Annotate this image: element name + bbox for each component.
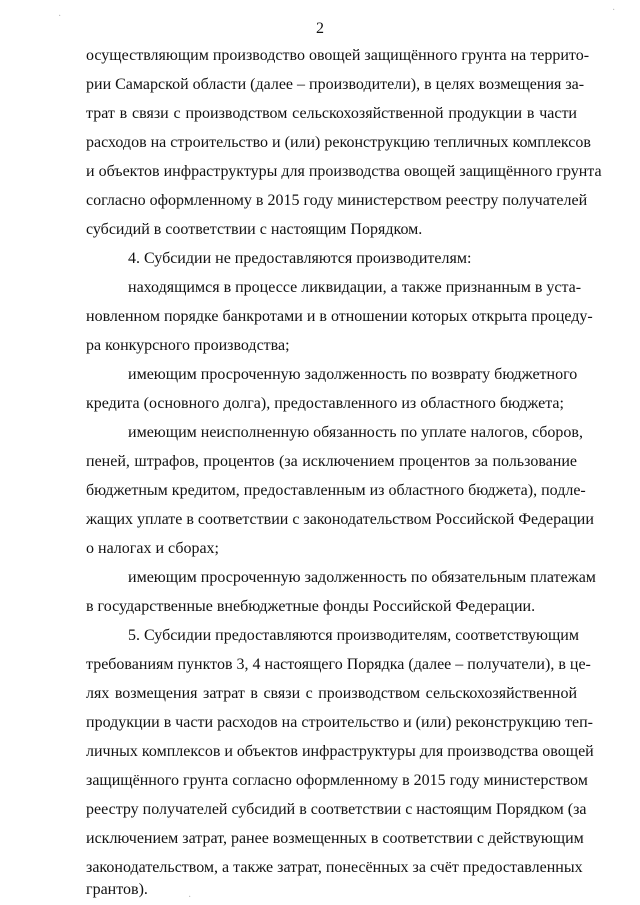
scan-mark: · [612,5,616,16]
paragraph-4-heading: 4. Субсидии не предоставляются производителям: [128,250,472,267]
text-line: осуществляющим производство овощей защищённого грунта на террито- [86,47,590,64]
text-line: кредита (основного долга), предоставленного из областного бюджета; [86,395,564,412]
scan-mark: · [188,892,192,903]
text-line: о налогах и сборах; [86,540,219,557]
text-line: имеющим просроченную задолженность по обязательным платежам [128,569,596,586]
text-line: рии Самарской области (далее – производители), в целях возмещения за- [86,76,585,93]
text-line: реестру получателей субсидий в соответствии с настоящим Порядком (за [86,801,587,818]
page-number: 2 [316,20,324,37]
text-line: трат в связи с производством сельскохозяйственной продукции в части [86,105,577,122]
text-line: пеней, штрафов, процентов (за исключением процентов за пользование [86,453,577,470]
paragraph-5-heading: 5. Субсидии предоставляются производителям, соответствующим [128,627,579,644]
text-line: продукции в части расходов на строительство и (или) реконструкцию теп- [86,714,593,731]
text-line: согласно оформленному в 2015 году министерством реестру получателей [86,192,588,209]
text-line: исключением затрат, ранее возмещенных в соответствии с действующим [86,830,584,847]
text-line: требованиям пунктов 3, 4 настоящего Порядка (далее – получатели), в це- [86,656,591,673]
text-line: в государственные внебюджетные фонды Российской Федерации. [86,598,536,615]
text-line: имеющим неисполненную обязанность по уплате налогов, сборов, [128,424,583,441]
text-line: ра конкурсного производства; [86,337,290,354]
text-line: расходов на строительство и (или) реконструкцию тепличных комплексов [86,134,591,151]
text-line: грантов). [86,881,148,898]
text-line: бюджетным кредитом, предоставленным из областного бюджета), подле- [86,482,586,499]
text-line: личных комплексов и объектов инфраструктуры для производства овощей [86,743,594,760]
text-line: защищённого грунта согласно оформленному в 2015 году министерством [86,772,588,789]
text-line: и объектов инфраструктуры для производства овощей защищённого грунта [86,163,602,180]
text-line: находящимся в процессе ликвидации, а также признанным в уста- [128,279,582,296]
text-line: законодательством, а также затрат, понесённых за счёт предоставленных [86,859,583,876]
text-line: новленном порядке банкротами и в отношении которых открыта процеду- [86,308,593,325]
text-line: жащих уплате в соответствии с законодательством Российской Федерации [86,511,594,528]
text-line: имеющим просроченную задолженность по возврату бюджетного [128,366,578,383]
text-line: субсидий в соответствии с настоящим Порядком. [86,221,423,238]
scan-mark: · [58,11,62,22]
text-line: лях возмещения затрат в связи с производством сельскохозяйственной [86,685,577,702]
